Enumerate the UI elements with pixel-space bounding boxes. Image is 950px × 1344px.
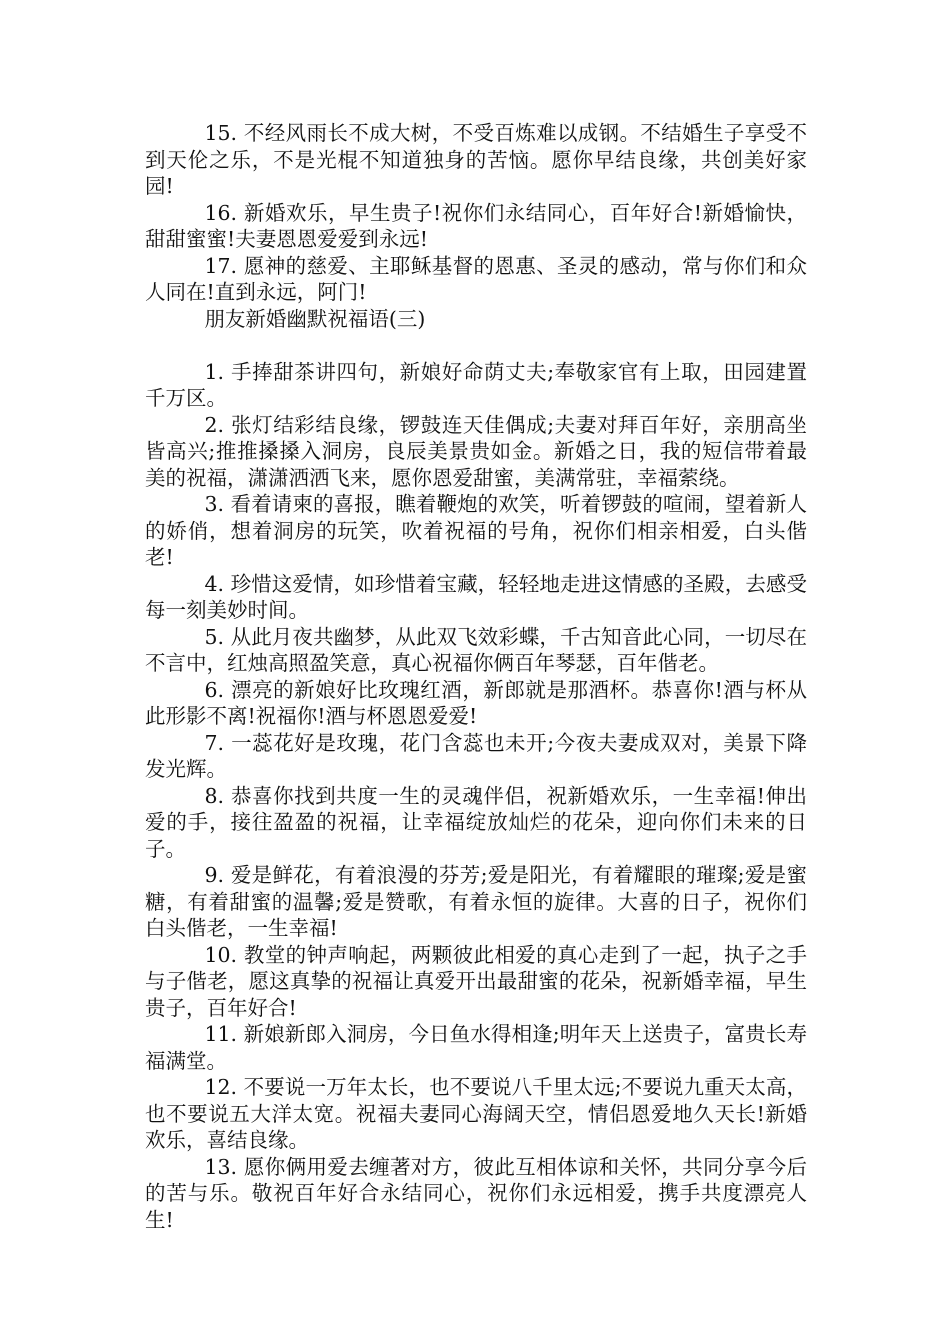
paragraph-11: 11. 新娘新郎入洞房，今日鱼水得相逢;明年天上送贵子，富贵长寿福满堂。	[145, 1022, 807, 1073]
paragraph-5: 5. 从此月夜共幽梦，从此双飞效彩蝶，千古知音此心同，一切尽在不言中，红烛高照盈笑意，真心祝福你俩百年琴瑟，百年偕老。	[145, 624, 807, 675]
paragraph-6: 6. 漂亮的新娘好比玫瑰红酒，新郎就是那酒杯。恭喜你!酒与杯从此形影不离!祝福你!酒与杯恩恩爱爱!	[145, 677, 807, 728]
blank-line	[145, 332, 807, 359]
paragraph-8: 8. 恭喜你找到共度一生的灵魂伴侣，祝新婚欢乐，一生幸福!伸出爱的手，接往盈盈的祝福，让幸福绽放灿烂的花朵，迎向你们未来的日子。	[145, 783, 807, 861]
paragraph-4: 4. 珍惜这爱情，如珍惜着宝藏，轻轻地走进这情感的圣殿，去感受每一刻美妙时间。	[145, 571, 807, 622]
paragraph-12: 12. 不要说一万年太长，也不要说八千里太远;不要说九重天太高，也不要说五大洋太宽。祝福夫妻同心海阔天空，情侣恩爱地久天长!新婚欢乐，喜结良缘。	[145, 1075, 807, 1152]
paragraph-7: 7. 一蕊花好是玫瑰，花门含蕊也未开;今夜夫妻成双对，美景下降发光辉。	[145, 730, 807, 781]
paragraph-16: 16. 新婚欢乐，早生贵子!祝你们永结同心，百年好合!新婚愉快，甜甜蜜蜜!夫妻恩恩爱爱到永远!	[145, 200, 807, 251]
paragraph-13: 13. 愿你俩用爱去缠著对方，彼此互相体谅和关怀，共同分享今后的苦与乐。敬祝百年好合永结同心，祝你们永远相爱，携手共度漂亮人生!	[145, 1154, 807, 1232]
paragraph-3: 3. 看着请柬的喜报，瞧着鞭炮的欢笑，听着锣鼓的喧闹，望着新人的娇俏，想着洞房的玩笑，吹着祝福的号角，祝你们相亲相爱，白头偕老!	[145, 492, 807, 569]
document-page	[145, 120, 807, 1233]
paragraph-2: 2. 张灯结彩结良缘，锣鼓连天佳偶成;夫妻对拜百年好，亲朋高坐皆高兴;推推搡搡入洞房，良辰美景贵如金。新婚之日，我的短信带着最美的祝福，潇潇洒洒飞来，愿你恩爱甜蜜，美满常驻，幸福萦绕。	[145, 412, 807, 490]
paragraph-9: 9. 爱是鲜花，有着浪漫的芬芳;爱是阳光，有着耀眼的璀璨;爱是蜜糖，有着甜蜜的温馨;爱是赞歌，有着永恒的旋律。大喜的日子，祝你们白头偕老，一生幸福!	[145, 863, 807, 940]
section-heading: 朋友新婚幽默祝福语(三)	[204, 306, 426, 331]
paragraph-15: 15. 不经风雨长不成大树，不受百炼难以成钢。不结婚生子享受不到天伦之乐，不是光棍不知道独身的苦恼。愿你早结良缘，共创美好家园!	[145, 121, 807, 198]
paragraph-17: 17. 愿神的慈爱、主耶稣基督的恩惠、圣灵的感动，常与你们和众人同在!直到永远，阿门!	[145, 253, 807, 304]
paragraph-1: 1. 手捧甜茶讲四句，新娘好命荫丈夫;奉敬家官有上取，田园建置千万区。	[145, 359, 807, 410]
paragraph-10: 10. 教堂的钟声响起，两颗彼此相爱的真心走到了一起，执子之手与子偕老，愿这真挚的祝福让真爱开出最甜蜜的花朵，祝新婚幸福，早生贵子，百年好合!	[145, 942, 807, 1020]
